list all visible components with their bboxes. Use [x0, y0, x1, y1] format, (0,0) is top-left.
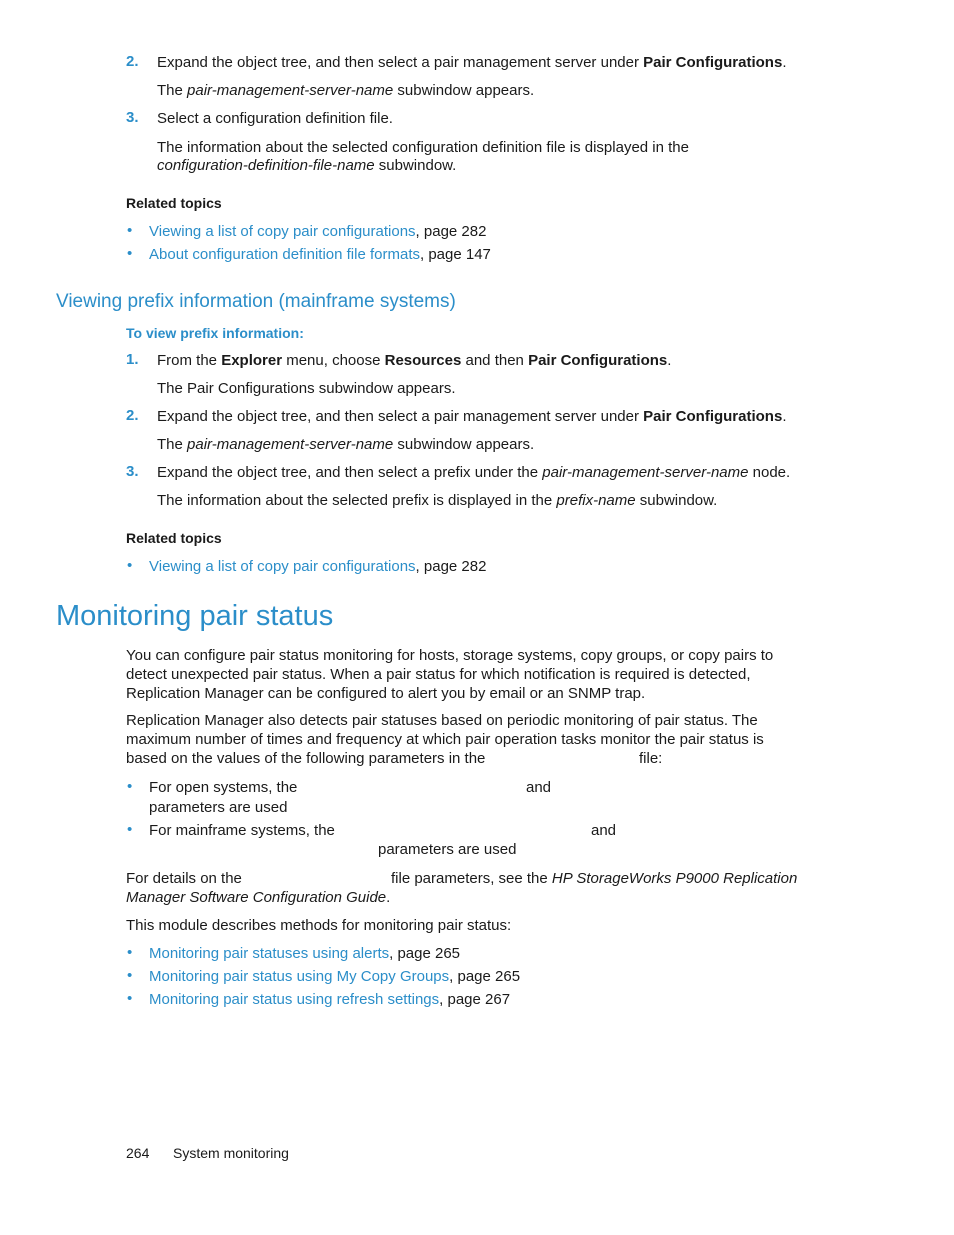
page-ref: , page 282 [415, 223, 487, 240]
step-result-line1: The information about the selected configuration definition file is displayed in the [157, 139, 689, 156]
page-ref: , page 282 [415, 558, 487, 575]
step-number: 3. [126, 463, 139, 480]
bullet-text-line2: parameters are used [149, 799, 288, 816]
procedure-heading: To view prefix information: [126, 325, 304, 341]
text-part: subwindow. [635, 492, 718, 509]
guide-title: HP StorageWorks P9000 Replication [551, 870, 798, 887]
topic-link-item [149, 990, 510, 1009]
text-part: file parameters, see the [391, 870, 552, 887]
paragraph-line: maximum number of times and frequency at which pair operation tasks monitor the pair status is [126, 731, 764, 748]
paragraph-line: For details on the [126, 870, 242, 887]
text-part: and then [461, 352, 529, 369]
paragraph-line: detect unexpected pair status. When a pair status for which notification is required is detected, [126, 666, 751, 683]
bullet-icon: • [127, 557, 133, 574]
related-link-item [149, 222, 486, 241]
paragraph-line: This module describes methods for monitoring pair status: [126, 917, 512, 934]
topic-link[interactable]: Monitoring pair statuses using alerts [149, 945, 390, 962]
bullet-icon: • [127, 222, 133, 239]
step-result [157, 435, 534, 454]
topic-link[interactable]: Monitoring pair status using refresh settings [149, 991, 440, 1008]
bullet-icon: • [127, 990, 133, 1007]
topic-link-item [149, 967, 520, 986]
text-part: From the [157, 352, 222, 369]
punct: . [667, 352, 672, 369]
related-link-item [149, 245, 491, 264]
step-number: 1. [126, 351, 139, 368]
ui-term: Pair Configurations [643, 408, 783, 425]
paragraph-line: Replication Manager can be configured to alert you by email or an SNMP trap. [126, 685, 646, 702]
related-link[interactable]: About configuration definition file formats [149, 246, 420, 263]
step-number: 2. [126, 407, 139, 424]
text-part: The [157, 82, 188, 99]
variable-term: configuration-definition-file-name [157, 157, 375, 174]
related-topics-heading: Related topics [126, 530, 222, 546]
text-part: subwindow. [374, 157, 457, 174]
guide-title: Manager Software Configuration Guide [126, 889, 387, 906]
step-text [157, 463, 790, 482]
step-result-line2 [157, 156, 456, 175]
text-part: node. [748, 464, 791, 481]
page-ref: , page 147 [420, 246, 491, 263]
variable-term: pair-management-server-name [187, 82, 394, 99]
related-link[interactable]: Viewing a list of copy pair configurations [149, 223, 416, 240]
bullet-fragment: and [526, 779, 552, 796]
topic-link[interactable]: Monitoring pair status using My Copy Groups [149, 968, 450, 985]
ui-term: Explorer [221, 352, 283, 369]
section-heading: Viewing prefix information (mainframe systems) [56, 291, 456, 312]
step-text [157, 53, 787, 72]
step-number: 3. [126, 109, 139, 126]
text-part: menu, choose [282, 352, 385, 369]
paragraph-fragment: file: [639, 750, 663, 767]
bullet-icon: • [127, 245, 133, 262]
bullet-icon: • [127, 944, 133, 961]
page-number: 264 [126, 1145, 150, 1161]
bullet-icon: • [127, 821, 133, 838]
paragraph-line [126, 888, 390, 907]
topic-link-item [149, 944, 460, 963]
punct: . [386, 889, 391, 906]
footer-section-title: System monitoring [173, 1145, 289, 1161]
variable-term: pair-management-server-name [187, 436, 394, 453]
bullet-fragment: and [591, 822, 617, 839]
paragraph-line: You can configure pair status monitoring for hosts, storage systems, copy groups, or copy pairs to [126, 647, 774, 664]
step-result [157, 81, 534, 100]
step-result [157, 491, 717, 510]
text-part: The [157, 436, 188, 453]
page-ref: , page 265 [389, 945, 461, 962]
step-text: Select a configuration definition file. [157, 110, 393, 127]
paragraph-line: Replication Manager also detects pair statuses based on periodic monitoring of pair status. The [126, 712, 758, 729]
related-topics-heading: Related topics [126, 195, 222, 211]
page-ref: , page 267 [439, 991, 511, 1008]
page-ref: , page 265 [449, 968, 521, 985]
step-text [157, 407, 787, 426]
text-part: Expand the object tree, and then select a prefix under the [157, 464, 543, 481]
variable-term: pair-management-server-name [542, 464, 749, 481]
related-link[interactable]: Viewing a list of copy pair configurations [149, 558, 416, 575]
punct: . [782, 54, 787, 71]
step-result: The Pair Configurations subwindow appears. [157, 380, 456, 397]
text-part: subwindow appears. [393, 436, 535, 453]
bullet-text-line2: parameters are used [378, 841, 517, 858]
ui-term: Pair Configurations [643, 54, 783, 71]
paragraph-line: based on the values of the following parameters in the [126, 750, 486, 767]
bullet-icon: • [127, 778, 133, 795]
text-part: subwindow appears. [393, 82, 535, 99]
ui-term: Pair Configurations [528, 352, 668, 369]
variable-term: prefix-name [556, 492, 636, 509]
text-part: Expand the object tree, and then select a pair management server under [157, 408, 644, 425]
step-text-part: Expand the object tree, and then select a pair management server under [157, 54, 644, 71]
paragraph-line [391, 869, 797, 888]
chapter-heading: Monitoring pair status [56, 600, 334, 632]
bullet-icon: • [127, 967, 133, 984]
ui-term: Resources [384, 352, 462, 369]
step-text [157, 351, 671, 370]
related-link-item [149, 557, 486, 576]
bullet-text: For open systems, the [149, 779, 298, 796]
bullet-text: For mainframe systems, the [149, 822, 335, 839]
step-number: 2. [126, 53, 139, 70]
punct: . [782, 408, 787, 425]
text-part: The information about the selected prefix is displayed in the [157, 492, 557, 509]
